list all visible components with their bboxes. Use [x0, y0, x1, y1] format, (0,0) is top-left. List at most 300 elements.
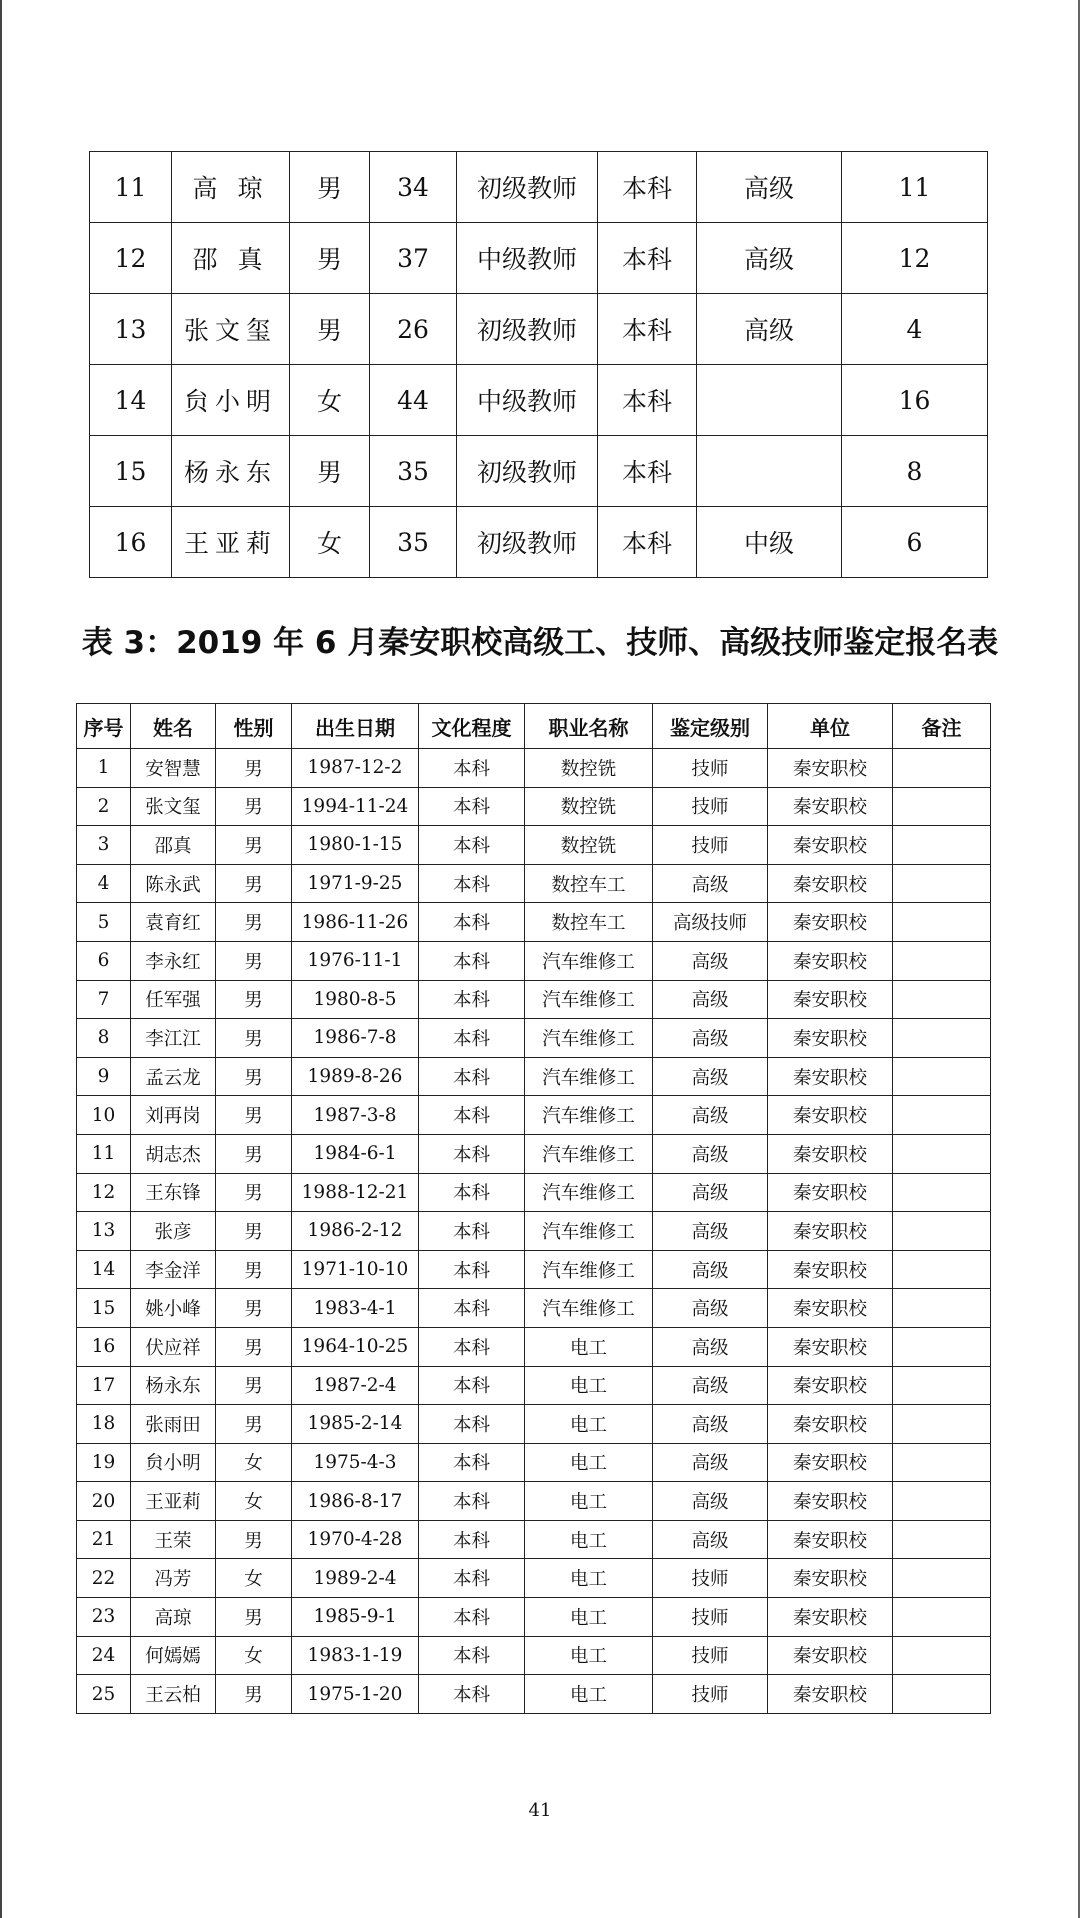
table-cell: 秦安职校 — [768, 1482, 893, 1521]
table-cell: 汽车维修工 — [525, 1019, 653, 1058]
table-cell: 高级 — [653, 1212, 768, 1251]
registration-table-header-row — [77, 704, 991, 749]
table-cell: 37 — [370, 223, 457, 294]
table-cell: 4 — [842, 294, 988, 365]
table-cell: 1989-2-4 — [292, 1559, 419, 1598]
table-cell: 中级教师 — [457, 223, 598, 294]
table-row — [77, 1250, 991, 1289]
table-cell: 男 — [216, 864, 292, 903]
table-cell: 本科 — [419, 980, 525, 1019]
table-cell: 16 — [842, 365, 988, 436]
table-cell: 本科 — [419, 1019, 525, 1058]
table-cell: 本科 — [419, 1327, 525, 1366]
table-cell: 女 — [290, 365, 370, 436]
table-cell: 男 — [290, 436, 370, 507]
table-title: 表 3：2019 年 6 月秦安职校高级工、技师、高级技师鉴定报名表 — [81, 625, 999, 661]
table-cell: 汽车维修工 — [525, 1134, 653, 1173]
table-cell: 1984-6-1 — [292, 1134, 419, 1173]
table-cell: 王荣 — [131, 1520, 216, 1559]
table-cell: 杨永东 — [172, 436, 290, 507]
table-cell: 汽车维修工 — [525, 980, 653, 1019]
table-cell: 高级 — [653, 1520, 768, 1559]
table-cell: 初级教师 — [457, 507, 598, 578]
table-cell: 高级 — [697, 223, 842, 294]
table-cell: 刘再岗 — [131, 1096, 216, 1135]
table-row — [77, 1096, 991, 1135]
table-cell: 技师 — [653, 1598, 768, 1637]
table-cell: 高级 — [653, 941, 768, 980]
table-cell: 中级教师 — [457, 365, 598, 436]
table-cell: 秦安职校 — [768, 1636, 893, 1675]
table-cell: 本科 — [419, 826, 525, 865]
table-cell: 高级 — [697, 152, 842, 223]
table-cell: 本科 — [419, 1289, 525, 1328]
table-cell: 初级教师 — [457, 436, 598, 507]
table-row — [77, 941, 991, 980]
table-cell: 电工 — [525, 1636, 653, 1675]
table-row — [77, 1636, 991, 1675]
table-cell: 1975-4-3 — [292, 1443, 419, 1482]
continued-teacher-table-body — [90, 152, 988, 578]
table-cell: 高级 — [653, 1289, 768, 1328]
table-cell: 高级 — [653, 1134, 768, 1173]
table-cell: 2 — [77, 787, 131, 826]
table-cell: 25 — [77, 1675, 131, 1714]
table-cell: 4 — [77, 864, 131, 903]
table-cell: 本科 — [419, 1134, 525, 1173]
table-cell: 18 — [77, 1405, 131, 1444]
table-cell: 汽车维修工 — [525, 1057, 653, 1096]
table-cell: 高级 — [653, 1443, 768, 1482]
table-cell: 汽车维修工 — [525, 1289, 653, 1328]
table-cell: 6 — [842, 507, 988, 578]
table-cell: 21 — [77, 1520, 131, 1559]
table-cell: 秦安职校 — [768, 1057, 893, 1096]
table-cell: 16 — [90, 507, 172, 578]
table-cell: 何嫣嫣 — [131, 1636, 216, 1675]
table-cell: 女 — [216, 1443, 292, 1482]
table-cell: 秦安职校 — [768, 1096, 893, 1135]
table-cell: 高级技师 — [653, 903, 768, 942]
table-cell: 张雨田 — [131, 1405, 216, 1444]
table-cell: 22 — [77, 1559, 131, 1598]
table-cell: 秦安职校 — [768, 1559, 893, 1598]
table-cell — [893, 1366, 991, 1405]
table-cell: 技师 — [653, 826, 768, 865]
table-cell: 秦安职校 — [768, 1250, 893, 1289]
table-cell: 高级 — [653, 1096, 768, 1135]
table-row — [77, 1520, 991, 1559]
table-cell — [893, 749, 991, 788]
table-cell: 1985-9-1 — [292, 1598, 419, 1637]
table-cell: 高级 — [653, 1482, 768, 1521]
table-cell: 本科 — [419, 787, 525, 826]
table-cell: 1994-11-24 — [292, 787, 419, 826]
table-cell: 男 — [216, 941, 292, 980]
table-cell: 电工 — [525, 1520, 653, 1559]
table-cell: 电工 — [525, 1443, 653, 1482]
table-cell: 男 — [216, 826, 292, 865]
table-cell: 电工 — [525, 1675, 653, 1714]
table-cell — [893, 1405, 991, 1444]
table-cell: 初级教师 — [457, 294, 598, 365]
table-cell: 张文玺 — [172, 294, 290, 365]
table-cell: 1986-8-17 — [292, 1482, 419, 1521]
table-cell: 秦安职校 — [768, 1366, 893, 1405]
table-cell: 本科 — [419, 864, 525, 903]
table-cell: 秦安职校 — [768, 1173, 893, 1212]
table-cell: 本科 — [419, 1520, 525, 1559]
table-cell: 本科 — [419, 941, 525, 980]
table-cell: 秦安职校 — [768, 941, 893, 980]
table-cell: 秦安职校 — [768, 749, 893, 788]
table-cell: 1983-1-19 — [292, 1636, 419, 1675]
table-cell — [893, 903, 991, 942]
table-cell: 1988-12-21 — [292, 1173, 419, 1212]
table-cell: 男 — [216, 1598, 292, 1637]
table-row — [90, 365, 988, 436]
column-header: 鉴定级别 — [653, 704, 768, 749]
table-cell: 本科 — [419, 1250, 525, 1289]
table-cell: 11 — [90, 152, 172, 223]
table-cell: 技师 — [653, 1559, 768, 1598]
table-cell: 14 — [77, 1250, 131, 1289]
table-cell: 孟云龙 — [131, 1057, 216, 1096]
table-cell: 1986-11-26 — [292, 903, 419, 942]
continued-teacher-table — [89, 151, 988, 578]
table-cell: 1970-4-28 — [292, 1520, 419, 1559]
table-cell: 1986-7-8 — [292, 1019, 419, 1058]
table-cell: 1971-9-25 — [292, 864, 419, 903]
table-cell: 高级 — [653, 1057, 768, 1096]
table-cell — [893, 1250, 991, 1289]
table-row — [77, 1443, 991, 1482]
table-row — [77, 1134, 991, 1173]
table-cell: 3 — [77, 826, 131, 865]
table-cell: 秦安职校 — [768, 1134, 893, 1173]
column-header: 性别 — [216, 704, 292, 749]
table-cell: 男 — [216, 1134, 292, 1173]
table-row — [90, 436, 988, 507]
table-cell: 技师 — [653, 787, 768, 826]
table-cell: 邵 真 — [172, 223, 290, 294]
table-cell: 男 — [290, 223, 370, 294]
table-row — [77, 1482, 991, 1521]
table-row — [77, 749, 991, 788]
table-cell: 14 — [90, 365, 172, 436]
table-cell: 1976-11-1 — [292, 941, 419, 980]
table-row — [77, 1173, 991, 1212]
table-cell: 汽车维修工 — [525, 1096, 653, 1135]
table-cell: 男 — [290, 152, 370, 223]
table-cell: 12 — [90, 223, 172, 294]
table-cell: 秦安职校 — [768, 980, 893, 1019]
table-cell — [893, 1019, 991, 1058]
table-cell: 任军强 — [131, 980, 216, 1019]
table-row — [77, 1057, 991, 1096]
table-cell: 中级 — [697, 507, 842, 578]
table-cell: 男 — [216, 787, 292, 826]
table-cell: 12 — [842, 223, 988, 294]
table-cell: 汽车维修工 — [525, 941, 653, 980]
table-cell: 12 — [77, 1173, 131, 1212]
table-cell: 1989-8-26 — [292, 1057, 419, 1096]
table-cell: 9 — [77, 1057, 131, 1096]
table-cell: 数控铣 — [525, 749, 653, 788]
table-cell — [893, 864, 991, 903]
table-cell — [893, 941, 991, 980]
table-cell: 16 — [77, 1327, 131, 1366]
table-cell: 女 — [290, 507, 370, 578]
table-cell: 23 — [77, 1598, 131, 1637]
table-cell — [893, 1636, 991, 1675]
table-cell: 秦安职校 — [768, 1019, 893, 1058]
table-cell: 1987-12-2 — [292, 749, 419, 788]
table-cell: 1980-1-15 — [292, 826, 419, 865]
table-cell: 高级 — [653, 1250, 768, 1289]
table-cell: 高级 — [697, 294, 842, 365]
table-cell: 男 — [216, 1250, 292, 1289]
table-cell: 本科 — [419, 1443, 525, 1482]
table-cell: 本科 — [598, 365, 697, 436]
table-cell: 本科 — [598, 152, 697, 223]
table-cell: 1985-2-14 — [292, 1405, 419, 1444]
table-cell: 35 — [370, 507, 457, 578]
table-cell: 17 — [77, 1366, 131, 1405]
table-cell — [893, 1134, 991, 1173]
table-cell — [893, 1289, 991, 1328]
column-header: 职业名称 — [525, 704, 653, 749]
table-cell: 本科 — [419, 1096, 525, 1135]
table-cell: 高级 — [653, 1173, 768, 1212]
table-cell: 男 — [216, 1405, 292, 1444]
table-cell: 5 — [77, 903, 131, 942]
table-cell — [893, 1057, 991, 1096]
table-cell: 本科 — [419, 749, 525, 788]
table-cell: 本科 — [419, 1598, 525, 1637]
table-cell: 胡志杰 — [131, 1134, 216, 1173]
table-cell: 13 — [77, 1212, 131, 1251]
table-cell — [893, 1675, 991, 1714]
table-cell: 7 — [77, 980, 131, 1019]
table-cell — [893, 1520, 991, 1559]
table-cell: 24 — [77, 1636, 131, 1675]
table-cell: 男 — [216, 903, 292, 942]
table-cell — [697, 365, 842, 436]
table-cell: 电工 — [525, 1327, 653, 1366]
table-row — [90, 223, 988, 294]
table-cell: 秦安职校 — [768, 826, 893, 865]
table-cell: 男 — [216, 980, 292, 1019]
registration-table-body — [77, 749, 991, 1714]
table-cell: 男 — [216, 1057, 292, 1096]
table-cell: 1980-8-5 — [292, 980, 419, 1019]
table-cell: 高级 — [653, 1405, 768, 1444]
table-cell: 伏应祥 — [131, 1327, 216, 1366]
table-cell — [893, 1559, 991, 1598]
table-cell: 汽车维修工 — [525, 1212, 653, 1251]
table-row — [77, 787, 991, 826]
table-cell: 19 — [77, 1443, 131, 1482]
table-cell: 秦安职校 — [768, 1520, 893, 1559]
table-cell: 男 — [216, 749, 292, 788]
table-cell: 姚小峰 — [131, 1289, 216, 1328]
column-header: 出生日期 — [292, 704, 419, 749]
column-header: 姓名 — [131, 704, 216, 749]
table-cell: 13 — [90, 294, 172, 365]
table-cell: 男 — [216, 1520, 292, 1559]
table-row — [77, 1405, 991, 1444]
table-cell: 11 — [842, 152, 988, 223]
table-cell — [893, 1212, 991, 1251]
table-cell: 汽车维修工 — [525, 1250, 653, 1289]
table-cell: 44 — [370, 365, 457, 436]
table-cell: 电工 — [525, 1405, 653, 1444]
table-cell: 1964-10-25 — [292, 1327, 419, 1366]
table-row — [77, 1327, 991, 1366]
table-cell: 电工 — [525, 1598, 653, 1637]
table-cell: 15 — [90, 436, 172, 507]
table-cell: 男 — [216, 1173, 292, 1212]
column-header: 序号 — [77, 704, 131, 749]
table-cell: 秦安职校 — [768, 1405, 893, 1444]
table-cell: 本科 — [419, 1675, 525, 1714]
table-cell: 8 — [77, 1019, 131, 1058]
table-cell: 秦安职校 — [768, 1327, 893, 1366]
table-cell: 技师 — [653, 1636, 768, 1675]
table-cell: 男 — [216, 1289, 292, 1328]
table-cell: 李江江 — [131, 1019, 216, 1058]
table-cell: 高级 — [653, 1366, 768, 1405]
table-row — [77, 826, 991, 865]
table-cell: 34 — [370, 152, 457, 223]
table-cell — [893, 1327, 991, 1366]
table-cell: 8 — [842, 436, 988, 507]
table-cell: 数控铣 — [525, 826, 653, 865]
column-header: 单位 — [768, 704, 893, 749]
table-cell: 陈永武 — [131, 864, 216, 903]
table-cell: 本科 — [598, 223, 697, 294]
table-cell — [893, 980, 991, 1019]
table-cell: 女 — [216, 1636, 292, 1675]
table-cell: 男 — [216, 1212, 292, 1251]
table-cell: 数控车工 — [525, 903, 653, 942]
table-row — [90, 294, 988, 365]
table-cell: 1975-1-20 — [292, 1675, 419, 1714]
table-cell — [893, 826, 991, 865]
table-cell: 本科 — [419, 1559, 525, 1598]
table-cell: 高级 — [653, 1019, 768, 1058]
table-cell: 高级 — [653, 1327, 768, 1366]
table-cell: 6 — [77, 941, 131, 980]
table-row — [77, 1366, 991, 1405]
table-cell — [893, 1096, 991, 1135]
table-cell: 女 — [216, 1482, 292, 1521]
table-cell: 秦安职校 — [768, 1212, 893, 1251]
table-cell: 李金洋 — [131, 1250, 216, 1289]
table-cell: 11 — [77, 1134, 131, 1173]
table-cell: 电工 — [525, 1366, 653, 1405]
table-cell: 汽车维修工 — [525, 1173, 653, 1212]
table-cell: 1971-10-10 — [292, 1250, 419, 1289]
table-row — [77, 980, 991, 1019]
table-cell: 20 — [77, 1482, 131, 1521]
table-cell: 技师 — [653, 749, 768, 788]
table-row — [77, 1675, 991, 1714]
page-number: 41 — [528, 1800, 552, 1821]
table-cell: 冯芳 — [131, 1559, 216, 1598]
table-cell: 电工 — [525, 1482, 653, 1521]
registration-table — [76, 703, 991, 1714]
table-cell: 男 — [216, 1019, 292, 1058]
table-cell: 本科 — [419, 1212, 525, 1251]
table-cell: 男 — [290, 294, 370, 365]
table-cell: 26 — [370, 294, 457, 365]
table-row — [90, 507, 988, 578]
table-cell: 数控车工 — [525, 864, 653, 903]
table-cell: 本科 — [598, 294, 697, 365]
table-cell: 王云柏 — [131, 1675, 216, 1714]
table-cell: 本科 — [598, 436, 697, 507]
table-cell: 1987-3-8 — [292, 1096, 419, 1135]
table-row — [77, 1019, 991, 1058]
table-cell: 秦安职校 — [768, 1443, 893, 1482]
table-cell: 本科 — [419, 1173, 525, 1212]
table-row — [77, 1598, 991, 1637]
table-cell: 王亚莉 — [172, 507, 290, 578]
table-cell: 初级教师 — [457, 152, 598, 223]
table-cell: 高级 — [653, 864, 768, 903]
table-cell: 本科 — [598, 507, 697, 578]
table-cell: 1987-2-4 — [292, 1366, 419, 1405]
table-cell — [893, 787, 991, 826]
table-cell: 高级 — [653, 980, 768, 1019]
table-cell — [893, 1173, 991, 1212]
table-row — [77, 864, 991, 903]
table-cell: 袁育红 — [131, 903, 216, 942]
table-cell: 高琼 — [131, 1598, 216, 1637]
table-cell — [893, 1482, 991, 1521]
table-row — [77, 1212, 991, 1251]
table-cell: 数控铣 — [525, 787, 653, 826]
table-cell: 35 — [370, 436, 457, 507]
table-cell: 秦安职校 — [768, 1289, 893, 1328]
table-cell: 技师 — [653, 1675, 768, 1714]
page-left-edge — [0, 0, 2, 1918]
table-cell: 秦安职校 — [768, 864, 893, 903]
table-cell: 本科 — [419, 1636, 525, 1675]
table-cell — [697, 436, 842, 507]
column-header: 文化程度 — [419, 704, 525, 749]
table-cell: 15 — [77, 1289, 131, 1328]
table-cell: 本科 — [419, 1405, 525, 1444]
table-cell: 1983-4-1 — [292, 1289, 419, 1328]
table-cell: 秦安职校 — [768, 1675, 893, 1714]
table-cell — [893, 1443, 991, 1482]
table-cell: 杨永东 — [131, 1366, 216, 1405]
table-cell: 男 — [216, 1327, 292, 1366]
table-cell: 贠小明 — [172, 365, 290, 436]
table-cell: 张彦 — [131, 1212, 216, 1251]
table-cell: 高 琼 — [172, 152, 290, 223]
table-row — [77, 1289, 991, 1328]
table-cell: 男 — [216, 1675, 292, 1714]
table-cell: 安智慧 — [131, 749, 216, 788]
table-cell: 本科 — [419, 1482, 525, 1521]
table-cell: 秦安职校 — [768, 1598, 893, 1637]
table-cell: 李永红 — [131, 941, 216, 980]
table-row — [77, 903, 991, 942]
